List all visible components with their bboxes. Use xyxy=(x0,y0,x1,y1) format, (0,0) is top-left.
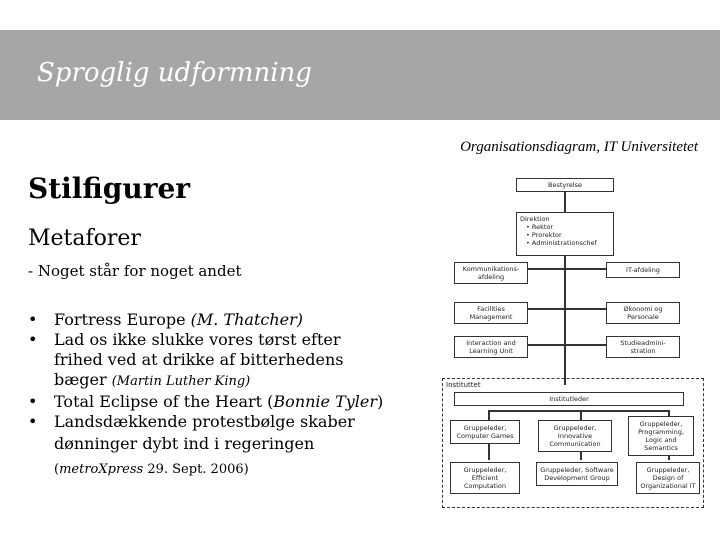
org-box-group-programming: Gruppeleder, Programming, Logic and Semantics xyxy=(628,416,694,456)
org-box-group-innovative: Gruppeleder, Innovative Communication xyxy=(538,420,612,452)
diagram-caption: Organisationsdiagram, IT Universitetet xyxy=(460,139,698,155)
slide-title: Sproglig udformning xyxy=(37,58,312,88)
bullet-item: • Lad os ikke slukke vores tørst efter xyxy=(28,330,341,349)
org-box-group-efficient: Gruppeleder, Efficient Computation xyxy=(450,462,520,494)
org-box-group-design: Gruppeleder, Design of Organizational IT xyxy=(636,462,700,494)
org-box-facilities: Facilities Management xyxy=(454,302,528,324)
org-box-group-software: Gruppeleder, Software Development Group xyxy=(536,462,618,486)
section-heading: Stilfigurer xyxy=(28,172,191,205)
org-box-okonomi: Økonomi og Personale xyxy=(606,302,680,324)
bullet-item: • Fortress Europe (M. Thatcher) xyxy=(28,310,303,329)
definition-text: - Noget står for noget andet xyxy=(28,262,242,280)
org-box-bestyrelse: Bestyrelse xyxy=(516,178,614,192)
org-box-kommunikation: Kommunikations- afdeling xyxy=(454,262,528,284)
subheading: Metaforer xyxy=(28,226,141,251)
bullet-item: • Landsdækkende protestbølge skaber xyxy=(28,412,355,431)
instituttet-label: Instituttet xyxy=(446,381,481,389)
org-chart xyxy=(440,170,712,518)
org-box-studieadmin: Studieadmini- stration xyxy=(606,336,680,358)
org-box-group-computer-games: Gruppeleder, Computer Games xyxy=(450,420,520,444)
org-box-interaction: Interaction and Learning Unit xyxy=(454,336,528,358)
org-box-direktion: Direktion • Rektor • Prorektor • Administrationschef xyxy=(516,212,614,256)
org-box-it: IT-afdeling xyxy=(606,262,680,278)
bullet-item: • Total Eclipse of the Heart (Bonnie Tyler) xyxy=(28,392,384,411)
bullet-list: • Fortress Europe (M. Thatcher) • Lad os ikke slukke vores tørst efter frihed ved at drikke af bitterhedens bæger (Martin Luther King) • Total Eclipse of the Heart (Bonnie Tyler) • Landsdækkende protestbølge skaber dønninger dybt ind i regeringen (metroXpress 29. Sept. 2006) xyxy=(28,310,418,480)
org-box-institutleder: Institutleder xyxy=(454,392,684,406)
